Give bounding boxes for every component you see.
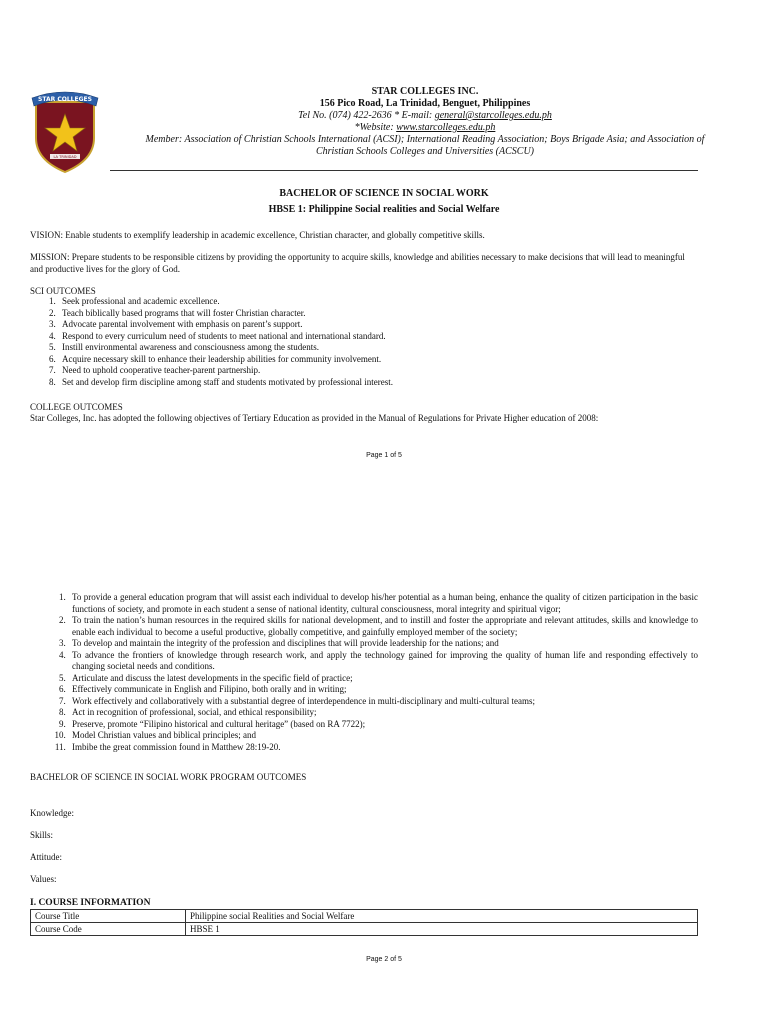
list-item: 3. To develop and maintain the integrity of the profession and disciplines that will provide leadership for the nations; and [68,638,698,650]
list-item: 4. To advance the frontiers of knowledge through research work, and apply the technology gained for improving the quality of human life and responding effectively to changing societal needs and conditions. [68,650,698,673]
list-item: 2. Teach biblically based programs that will foster Christian character. [58,308,698,320]
college-outcomes-list [30,592,698,753]
org-membership-line-1: Member: Association of Christian Schools International (ACSI); International Reading Association; Boys Brigade Asia; and Association of [145,134,705,145]
table-cell-value: HBSE 1 [186,923,698,936]
values-label: Values: [30,874,57,884]
org-address: 156 Pico Road, La Trinidad, Benguet, Philippines [319,98,531,109]
list-item: 7. Work effectively and collaboratively with a substantial degree of interdependence in multi-disciplinary and multi-cultural teams; [68,696,698,708]
list-item: 5. Instill environmental awareness and consciousness among the students. [58,342,698,354]
college-outcomes-intro: Star Colleges, Inc. has adopted the following objectives of Tertiary Education as provided in the Manual of Regulations for Private Higher education of 2008: [30,413,599,423]
header-divider [110,170,698,171]
org-membership-line-2: Christian Schools Colleges and Universities (ACSCU) [315,146,535,157]
table-cell-label: Course Code [31,923,186,936]
attitude-label: Attitude: [30,852,62,862]
page-number: Page 1 of 5 [366,452,402,459]
list-item: 3. Advocate parental involvement with emphasis on parent’s support. [58,319,698,331]
list-item: 4. Respond to every curriculum need of students to meet national and international standard. [58,331,698,343]
program-outcomes-heading: BACHELOR OF SCIENCE IN SOCIAL WORK PROGRAM OUTCOMES [30,772,307,782]
college-outcomes-heading: COLLEGE OUTCOMES [30,402,123,412]
page-1 [0,0,768,480]
logo-banner-text: STAR COLLEGES [38,96,92,103]
list-item: 5. Articulate and discuss the latest developments in the specific field of practice; [68,673,698,685]
course-title: HBSE 1: Philippine Social realities and Social Welfare [268,204,500,215]
email-link[interactable]: general@starcolleges.edu.ph [434,110,552,121]
vision-statement: VISION: Enable students to exemplify leadership in academic excellence, Christian character, and globally competitive skills. [30,230,485,240]
table-cell-label: Course Title [31,910,186,923]
logo-ribbon-text: LA TRINIDAD [53,155,77,160]
list-item: 11. Imbibe the great commission found in Matthew 28:19-20. [68,742,698,754]
list-item: 1. Seek professional and academic excellence. [58,296,698,308]
website-link[interactable]: www.starcolleges.edu.ph [396,122,496,133]
org-website [110,122,740,134]
star-colleges-logo [30,88,100,174]
org-name: STAR COLLEGES INC. [371,86,479,97]
list-item: 1. To provide a general education program that will assist each individual to develop his/her potential as a human being, enhance the quality of citizen participation in the basic functions of society, and promote in each student a sense of national identity, cultural consciousness, moral integrity and spiritual vigor; [68,592,698,615]
contact-prefix: Tel No. (074) 422-2636 * E-mail: [298,110,435,121]
mission-statement: MISSION: Prepare students to be responsible citizens by providing the opportunity to acquire skills, knowledge and abilities necessary to make decisions that will lead to meaningful and productive lives for the glory of God. [30,252,685,274]
list-item: 7. Need to uphold cooperative teacher-parent partnership. [58,365,698,377]
course-information-heading: I. COURSE INFORMATION [30,898,151,908]
org-contact [110,110,740,122]
list-item: 8. Set and develop firm discipline among staff and students motivated by professional interest. [58,377,698,389]
page-number: Page 2 of 5 [366,956,402,963]
sci-outcomes-heading: SCI OUTCOMES [30,286,96,296]
list-item: 8. Act in recognition of professional, social, and ethical responsibility; [68,707,698,719]
list-item: 10. Model Christian values and biblical principles; and [68,730,698,742]
table-row [31,923,698,936]
table-row [31,910,698,923]
list-item: 6. Effectively communicate in English and Filipino, both orally and in writing; [68,684,698,696]
website-prefix: *Website: [354,122,397,133]
page-2 [0,480,768,1024]
list-item: 2. To train the nation’s human resources in the required skills for national development, and to instill and foster the appropriate and relevant attitudes, skills and knowledge to enable each individual to become a useful productive, globally competitive, and gainfully employed member of the society; [68,615,698,638]
skills-label: Skills: [30,830,54,840]
table-cell-value: Philippine social Realities and Social Welfare [186,910,698,923]
list-item: 9. Preserve, promote “Filipino historical and cultural heritage” (based on RA 7722); [68,719,698,731]
organization-header [110,86,740,158]
program-title: BACHELOR OF SCIENCE IN SOCIAL WORK [279,188,489,199]
sci-outcomes-list [30,296,698,388]
knowledge-label: Knowledge: [30,808,74,818]
course-information-table [30,909,698,936]
list-item: 6. Acquire necessary skill to enhance their leadership abilities for community involvement. [58,354,698,366]
